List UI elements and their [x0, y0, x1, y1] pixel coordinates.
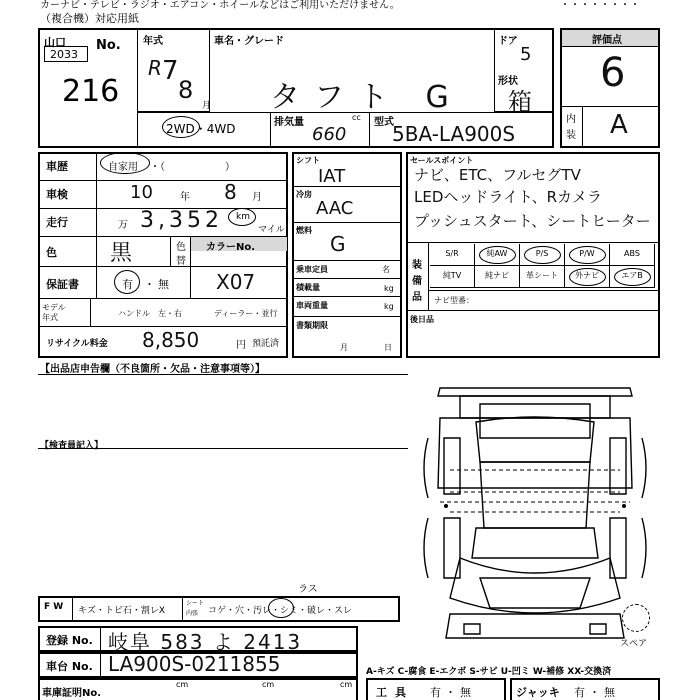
color-label: 色 [46, 246, 57, 259]
displacement-label: 排気量 [274, 117, 304, 128]
registration-value: 岐阜 583 よ 2413 [108, 630, 303, 654]
inspection-year-unit: 年 [180, 192, 190, 203]
row-divider [292, 186, 402, 187]
inspector-notes-label: 【検査員記入】 [40, 441, 104, 451]
handle-options: 左・右 [158, 309, 182, 318]
equipment-item: ABS [610, 244, 655, 266]
warranty-sep: ・ [144, 278, 155, 291]
equipment-label-3: 品 [412, 292, 422, 303]
modelyear-label-1: モデル [42, 303, 66, 312]
equipment-circle [524, 246, 561, 264]
spare-label: スペア [620, 639, 648, 649]
weight-unit: kg [384, 302, 394, 311]
name-value: タフト G [270, 80, 463, 115]
year-month: 8 [178, 76, 194, 104]
seat-label-2: 内張 [186, 610, 199, 617]
equipment-item: 純TV [430, 266, 475, 288]
seat-circle [268, 598, 294, 618]
fuel-label: 燃料 [296, 226, 312, 235]
mileage-km-circle [228, 208, 256, 226]
chassis-value: LA900S-0211855 [108, 652, 281, 676]
name-label: 車名・グレード [214, 36, 284, 47]
interior-value: A [610, 110, 628, 140]
row-divider [406, 310, 660, 311]
equipment-item: S/R [430, 244, 475, 266]
shift-value: IAT [318, 166, 346, 187]
history-label: 車歴 [46, 160, 68, 173]
inspection-label: 車検 [46, 188, 68, 201]
row-divider [38, 326, 288, 327]
colorno-label: カラーNo. [206, 242, 256, 253]
equipment-circle [614, 268, 651, 286]
recycle-note: 預託済 [252, 339, 280, 349]
row-divider [38, 266, 288, 267]
shape-value: 箱 [508, 88, 532, 116]
col-divider [182, 596, 183, 622]
spare-tire-icon [622, 604, 650, 632]
salespoint-line-2: LEDヘッドライト、Rカメラ [414, 188, 603, 206]
salespoint-line-1: ナビ、ETC、フルセグTV [414, 166, 581, 184]
fw-options: キズ・トビ石・割レX [78, 606, 165, 616]
capacity-unit: 名 [382, 265, 390, 274]
interior-label-1: 内 [566, 114, 576, 125]
color-change-1: 色 [176, 242, 186, 253]
model-value: 5BA-LA900S [392, 122, 516, 146]
tools-value: 有・無 [430, 686, 475, 699]
year-label: 年式 [143, 36, 163, 47]
equipment-item: 純AW [475, 244, 520, 266]
recycle-label: リサイクル料金 [46, 339, 108, 349]
color-divider [170, 236, 171, 266]
displacement-unit: cc [352, 113, 361, 122]
history-value: 自家用 [108, 162, 138, 173]
header-notice-right: ・・・・・・・・ [560, 0, 640, 11]
equipment-label-2: 備 [412, 276, 422, 287]
drive-circle [162, 116, 200, 138]
model-label: 型式 [374, 117, 394, 128]
capacity-label: 乗車定員 [296, 265, 328, 274]
shape-label: 形状 [498, 76, 518, 87]
col-divider [428, 242, 429, 310]
score-divider [560, 46, 660, 47]
interior-label-divider [582, 106, 583, 148]
year-month-unit: 月 [202, 101, 212, 111]
lot-office: 山口 [44, 36, 66, 49]
salespoint-line-3: プッシュスタート、シートヒーター [414, 212, 651, 230]
jack-value: 有・無 [574, 686, 619, 699]
col-divider [100, 626, 101, 652]
salespoint-label: セールスポイント [410, 156, 474, 165]
row-divider [292, 316, 402, 317]
interior-label-2: 装 [566, 130, 576, 141]
year-value: 7 [162, 56, 179, 86]
aircon-label: 冷房 [296, 190, 312, 199]
mileage-unit-mile: マイル [258, 225, 285, 235]
mileage-value: 3,352 [140, 208, 223, 233]
warranty-circle [114, 270, 140, 294]
inspection-year: 10 [130, 182, 153, 203]
mileage-man: 万 [118, 220, 128, 231]
garage-label: 車庫証明No. [42, 688, 102, 699]
row-divider [406, 242, 660, 243]
garage-cm-1: cm [176, 680, 189, 689]
inspection-month-unit: 月 [252, 192, 262, 203]
header-subtitle: （複合機）対応用紙 [40, 12, 139, 25]
mileage-unit-km: km [236, 212, 250, 222]
row-divider [292, 296, 402, 297]
col-divider [100, 652, 101, 678]
history-paren: ・（ ） [150, 162, 235, 173]
loadcap-unit: kg [384, 284, 394, 293]
doors-value: 5 [520, 44, 532, 65]
equipment-item: 純ナビ [475, 266, 520, 288]
color-value: 黒 [110, 241, 133, 266]
equipment-item: 革シート [520, 266, 565, 288]
seller-notes-label: 【出品店申告欄（不良箇所・欠品・注意事項等）】 [40, 364, 265, 375]
seat-label-1: シート [186, 600, 205, 607]
equipment-circle [569, 246, 606, 264]
equipment-circle [569, 268, 606, 286]
year-era: R [148, 56, 162, 80]
loadcap-label: 積載量 [296, 283, 320, 292]
score-label: 評価点 [592, 35, 622, 46]
score-value: 6 [600, 50, 626, 96]
handle-label: ハンドル [118, 309, 150, 318]
col-divider [96, 152, 97, 298]
inspection-month: 8 [224, 180, 237, 204]
fw-label: F W [44, 602, 64, 612]
car-diagram [420, 378, 650, 648]
shift-label: シフト [296, 156, 320, 165]
header-notice: カーナビ・テレビ・ラジオ・エアコン・ホイールなどはご利用いただけません。 [40, 0, 400, 11]
registration-label: 登録 No. [46, 634, 93, 647]
fuel-value: G [330, 232, 346, 256]
recycle-value: 8,850 [142, 328, 200, 352]
damage-legend: A-キズ C-腐食 E-エクボ S-サビ U-凹ミ W-補修 XX-交換済 [366, 667, 612, 677]
equipment-item: エアB [610, 266, 655, 288]
color-change-2: 替 [176, 256, 186, 267]
tools-label: 工具 [376, 686, 414, 699]
row-divider [292, 260, 402, 261]
row-divider [292, 278, 402, 279]
doors-label: ドア [498, 36, 518, 47]
row-divider [292, 222, 402, 223]
seat-options: コゲ・穴・汚レ・シミ・破レ・スレ [208, 606, 353, 616]
equipment-label-1: 装 [412, 260, 422, 271]
warranty-label: 保証書 [46, 278, 79, 291]
drive-options: 2WD・4WD [166, 122, 236, 136]
jack-label: ジャッキ [516, 686, 560, 699]
colorno-value: X07 [216, 270, 256, 294]
garage-cm-3: cm [340, 680, 353, 689]
row-divider [428, 290, 660, 291]
row-divider [38, 180, 288, 181]
equipment-circle [479, 246, 516, 264]
row-divider [38, 298, 288, 299]
interior-divider [560, 106, 660, 107]
lot-no-label: No. [96, 38, 121, 53]
lot-number: 216 [62, 74, 120, 109]
garage-cm-2: cm [262, 680, 275, 689]
modelyear-label-2: 年式 [42, 313, 58, 322]
col-divider [72, 596, 73, 622]
mileage-label: 走行 [46, 216, 68, 229]
dealer-options: ディーラー・並行 [214, 309, 278, 318]
deadline-day-unit: 日 [384, 343, 392, 352]
col-divider [90, 298, 91, 326]
warranty-yes: 有 [122, 278, 133, 291]
displacement-value: 660 [312, 124, 347, 145]
lot-code: 2033 [50, 48, 78, 61]
chassis-label: 車台 No. [46, 660, 93, 673]
equipment-item: 外ナビ [565, 266, 610, 288]
recycle-unit: 円 [236, 340, 246, 351]
equipment-item: P/S [520, 244, 565, 266]
deadline-label: 書類期限 [296, 321, 328, 330]
rear-label: 後日品 [410, 315, 434, 324]
history-circle [100, 152, 150, 174]
weight-label: 車両重量 [296, 301, 328, 310]
seller-notes-line [38, 374, 408, 375]
warranty-no: 無 [158, 278, 169, 291]
inspector-notes-line [38, 448, 408, 449]
deadline-month-unit: 月 [340, 343, 348, 352]
aircon-value: AAC [316, 198, 354, 219]
fw-handwritten-note: ラス [298, 584, 318, 595]
navi-label: ナビ型番： [434, 296, 474, 305]
equipment-item: P/W [565, 244, 610, 266]
